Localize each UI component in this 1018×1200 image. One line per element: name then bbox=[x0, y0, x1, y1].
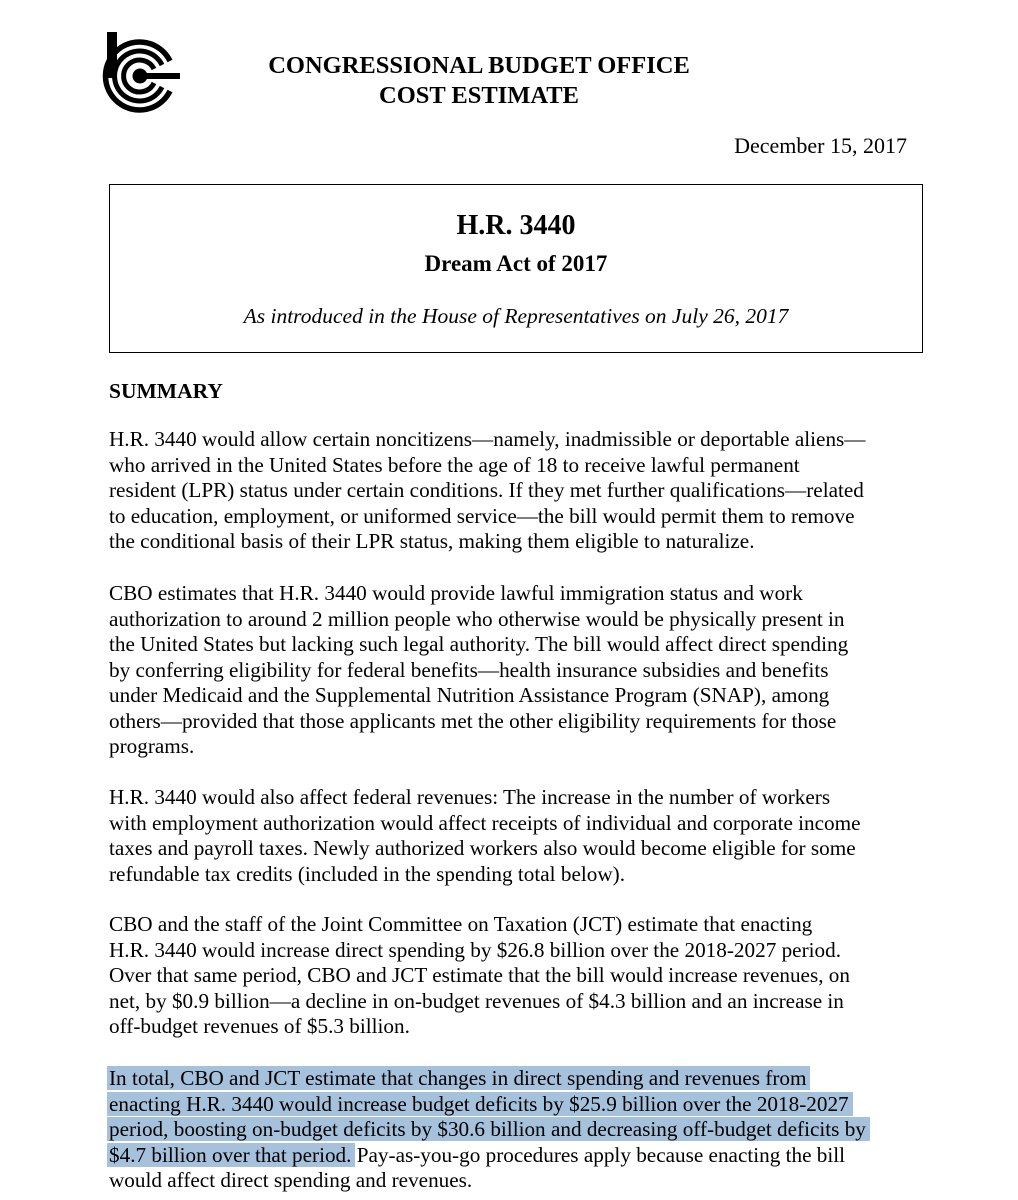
paragraph-line: authorization to around 2 million people who otherwise would be physically present in bbox=[109, 606, 845, 631]
bill-name: Dream Act of 2017 bbox=[424, 251, 608, 276]
summary-paragraph-highlighted bbox=[109, 1066, 866, 1194]
paragraph-line: CBO estimates that H.R. 3440 would provide lawful immigration status and work bbox=[109, 581, 803, 605]
bill-status: As introduced in the House of Representatives on July 26, 2017 bbox=[243, 304, 789, 328]
cbo-logo-icon bbox=[98, 32, 182, 120]
summary-paragraph bbox=[109, 912, 850, 1040]
summary-paragraph bbox=[109, 785, 861, 887]
paragraph-line: would affect direct spending and revenues. bbox=[109, 1168, 473, 1192]
bill-number: H.R. 3440 bbox=[456, 210, 576, 241]
paragraph-line bbox=[109, 1066, 866, 1092]
estimate-date: December 15, 2017 bbox=[734, 133, 907, 158]
paragraph-line: others—provided that those applicants met the other eligibility requirements for those bbox=[109, 708, 837, 733]
paragraph-line: who arrived in the United States before the age of 18 to receive lawful permanent bbox=[109, 452, 800, 477]
paragraph-line bbox=[109, 1117, 866, 1143]
office-title bbox=[200, 51, 758, 111]
paragraph-line: the United States but lacking such legal authority. The bill would affect direct spending bbox=[109, 632, 849, 656]
paragraph-line: H.R. 3440 would also affect federal revenues: The increase in the number of workers bbox=[109, 785, 831, 809]
paragraph-line: under Medicaid and the Supplemental Nutrition Assistance Program (SNAP), among bbox=[109, 683, 830, 707]
cbo-logo bbox=[98, 32, 182, 120]
paragraph-line: to education, employment, or uniformed service—the bill would permit them to remove bbox=[109, 503, 855, 528]
paragraph-line: with employment authorization would affect receipts of individual and corporate income bbox=[109, 810, 861, 835]
paragraph-line: taxes and payroll taxes. Newly authorized workers also would become eligible for some bbox=[109, 836, 856, 860]
paragraph-line: net, by $0.9 billion—a decline in on-budget revenues of $4.3 billion and an increase in bbox=[109, 988, 844, 1013]
summary-paragraph bbox=[109, 581, 848, 760]
trailing-text: Pay-as-you-go procedures apply because enacting the bill bbox=[351, 1142, 846, 1167]
paragraph-line: refundable tax credits (included in the spending total below). bbox=[109, 861, 625, 886]
paragraph-line bbox=[109, 1092, 866, 1118]
highlighted-text: period, boosting on-budget deficits by $30.6 billion and decreasing off-budget deficits by bbox=[109, 1117, 866, 1141]
office-title-line2: COST ESTIMATE bbox=[379, 82, 579, 109]
office-title-line1: CONGRESSIONAL BUDGET OFFICE bbox=[268, 52, 690, 79]
paragraph-line: Over that same period, CBO and JCT estimate that the bill would increase revenues, on bbox=[109, 963, 850, 987]
summary-paragraph bbox=[109, 427, 866, 555]
paragraph-line: CBO and the staff of the Joint Committee on Taxation (JCT) estimate that enacting bbox=[109, 912, 813, 936]
paragraph-line: programs. bbox=[109, 734, 195, 758]
paragraph-line bbox=[109, 1143, 866, 1169]
paragraph-line: by conferring eligibility for federal benefits—health insurance subsidies and benefits bbox=[109, 657, 829, 682]
bill-title-box bbox=[109, 184, 923, 353]
highlighted-text: enacting H.R. 3440 would increase budget deficits by $25.9 billion over the 2018-2027 bbox=[109, 1091, 849, 1116]
paragraph-line: the conditional basis of their LPR status, making them eligible to naturalize. bbox=[109, 529, 755, 553]
summary-heading: SUMMARY bbox=[109, 379, 223, 403]
paragraph-line: resident (LPR) status under certain conditions. If they met further qualifications—related bbox=[109, 478, 864, 502]
highlighted-text: $4.7 billion over that period. bbox=[109, 1142, 352, 1167]
highlighted-text: In total, CBO and JCT estimate that changes in direct spending and revenues from bbox=[109, 1066, 807, 1090]
paragraph-line: H.R. 3440 would allow certain noncitizens—namely, inadmissible or deportable aliens— bbox=[109, 427, 866, 451]
paragraph-line: off-budget revenues of $5.3 billion. bbox=[109, 1014, 410, 1038]
paragraph-line: H.R. 3440 would increase direct spending by $26.8 billion over the 2018-2027 period. bbox=[109, 937, 842, 962]
